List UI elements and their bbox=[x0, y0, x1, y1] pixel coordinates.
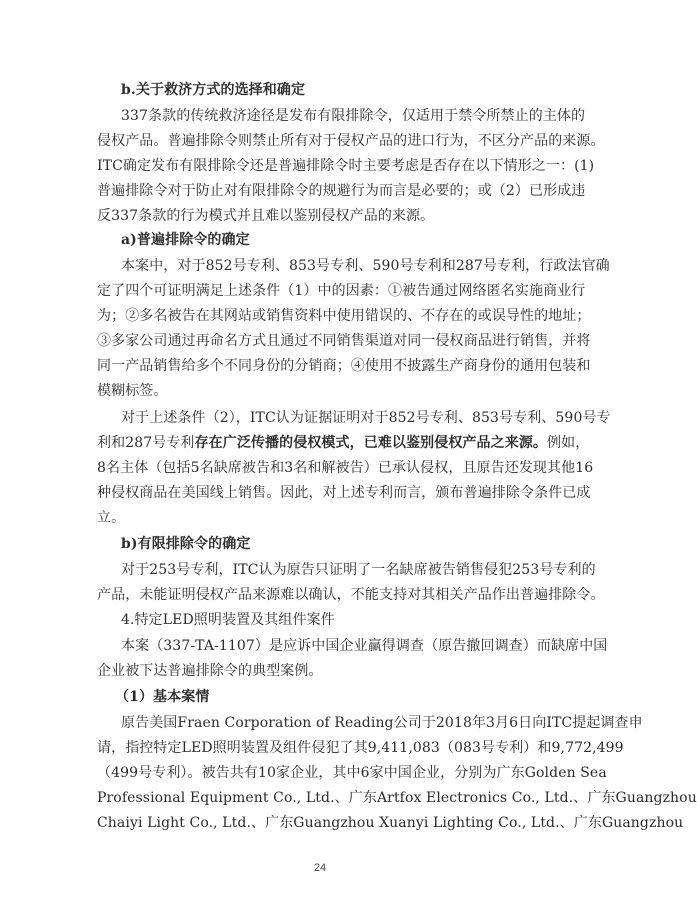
heading-basic-facts: （1）基本案情 bbox=[115, 689, 210, 705]
paragraph-line: 本案中，对于852号专利、853号专利、590号专利和287号专利，行政法官确 bbox=[121, 258, 610, 274]
paragraph-line: 同一产品销售给多个不同身份的分销商；④使用不披露生产商身份的通用包装和 bbox=[97, 358, 591, 374]
paragraph-line: 8名主体（包括5名缺席被告和3名和解被告）已承认侵权，且原告还发现其他16 bbox=[97, 460, 594, 476]
paragraph-line: 企业被下达普遍排除令的典型案例。 bbox=[97, 663, 323, 679]
paragraph-line: Chaiyi Light Co., Ltd.、广东Guangzhou Xuanyi Lighting Co., Ltd.、广东Guangzhou bbox=[97, 815, 684, 831]
paragraph-line: 侵权产品。普遍排除令则禁止所有对于侵权产品的进口行为，不区分产品的来源。 bbox=[97, 133, 605, 149]
page-number: 24 bbox=[313, 862, 327, 874]
paragraph-line: 原告美国Fraen Corporation of Reading公司于2018年3月6日向ITC提起调查申 bbox=[121, 715, 643, 731]
text-run: 利和287号专利 bbox=[97, 435, 195, 451]
paragraph-line: 反337条款的行为模式并且难以鉴别侵权产品的来源。 bbox=[97, 208, 435, 224]
paragraph-line-mixed bbox=[97, 433, 590, 453]
paragraph-line: Professional Equipment Co., Ltd.、广东Artfox Electronics Co., Ltd.、广东Guangzhou bbox=[97, 790, 697, 806]
paragraph-line: 请，指控特定LED照明装置及组件侵犯了其9,411,083（083号专利）和9,772,499 bbox=[97, 740, 624, 756]
emphasized-text: 存在广泛传播的侵权模式，已难以鉴别侵权产品之来源。 bbox=[194, 435, 548, 451]
text-run: 例如， bbox=[547, 435, 590, 451]
paragraph-line: 定了四个可证明满足上述条件（1）中的因素：①被告通过网络匿名实施商业行 bbox=[97, 283, 586, 299]
heading-limited-exclusion: b)有限排除令的确定 bbox=[121, 536, 251, 552]
paragraph-line: 为；②多名被告在其网站或销售资料中使用错误的、不存在的或误导性的地址； bbox=[97, 308, 591, 324]
heading-general-exclusion: a)普遍排除令的确定 bbox=[121, 232, 250, 248]
paragraph-line: 模糊标签。 bbox=[97, 383, 168, 399]
paragraph-line: ③多家公司通过再命名方式且通过不同销售渠道对同一侵权商品进行销售，并将 bbox=[97, 333, 591, 349]
paragraph-line: 对于253号专利，ITC认为原告只证明了一名缺席被告销售侵犯253号专利的 bbox=[121, 562, 596, 578]
paragraph-line: （499号专利）。被告共有10家企业，其中6家中国企业，分别为广东Golden Sea bbox=[97, 765, 607, 781]
paragraph-line: 普遍排除令对于防止对有限排除令的规避行为而言是必要的；或（2）已形成违 bbox=[97, 183, 586, 199]
paragraph-line: ITC确定发布有限排除令还是普遍排除令时主要考虑是否存在以下情形之一：(1) bbox=[97, 158, 595, 174]
paragraph-line: 对于上述条件（2），ITC认为证据证明对于852号专利、853号专利、590号专 bbox=[121, 410, 611, 426]
paragraph-line: 本案（337-TA-1107）是应诉中国企业赢得调查（原告撤回调查）而缺席中国 bbox=[121, 638, 608, 654]
paragraph-line: 337条款的传统救济途径是发布有限排除令，仅适用于禁令所禁止的主体的 bbox=[121, 108, 586, 124]
section-heading-led-case: 4.特定LED照明装置及其组件案件 bbox=[121, 612, 335, 628]
paragraph-line: 产品，未能证明侵权产品来源难以确认，不能支持对其相关产品作出普遍排除令。 bbox=[97, 587, 605, 603]
heading-remedy-selection: b.关于救济方式的选择和确定 bbox=[121, 82, 306, 98]
paragraph-line: 立。 bbox=[97, 510, 126, 526]
paragraph-line: 种侵权商品在美国线上销售。因此，对上述专利而言，颁布普遍排除令条件已成 bbox=[97, 485, 591, 501]
